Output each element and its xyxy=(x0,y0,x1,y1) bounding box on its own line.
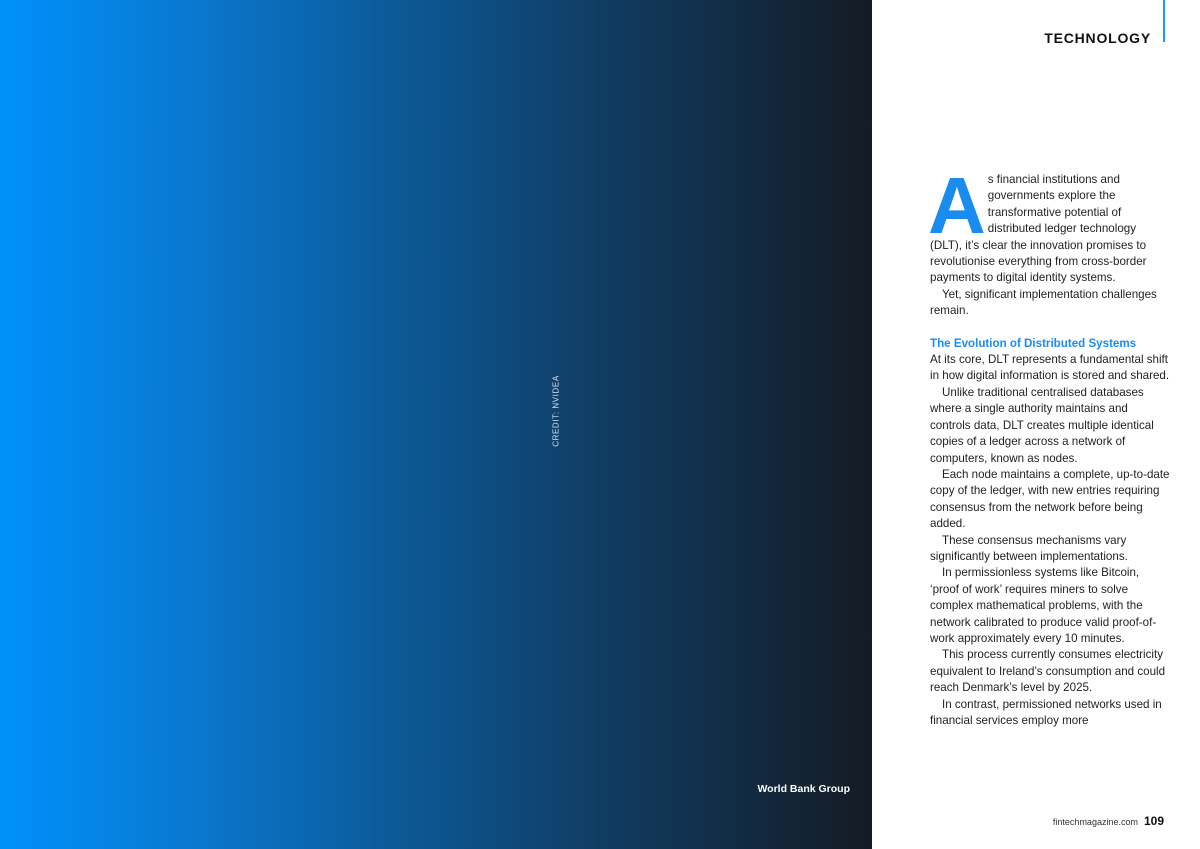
drop-cap: A xyxy=(928,161,986,250)
intro-text: s financial institutions and governments explore the transformative potential of distributed ledger technology (DLT), it’s clear the innovation promises to revolutionise everything from cross-border payments to digital identity systems. xyxy=(930,173,1147,285)
section-label: TECHNOLOGY xyxy=(1044,30,1151,46)
paragraph: In permissionless systems like Bitcoin, ‘proof of work’ requires miners to solve complex mathematical problems, with the network calibrated to produce valid proof-of-work approximately every 10 minutes. xyxy=(930,566,1157,645)
intro-paragraph xyxy=(928,161,1170,287)
paragraph: Unlike traditional centralised databases where a single authority maintains and controls data, DLT creates multiple identical copies of a ledger across a network of computers, known as nodes. xyxy=(930,385,1154,465)
paragraph: Each node maintains a complete, up-to-date copy of the ledger, with new entries requiring consensus from the network before being added. xyxy=(930,467,1170,531)
photo-credit: CREDIT: NVIDEA xyxy=(551,375,561,447)
paragraph: At its core, DLT represents a fundamental shift in how digital information is stored and shared. xyxy=(930,353,1170,383)
article-page xyxy=(872,0,1200,849)
paragraph: This process currently consumes electricity equivalent to Ireland’s consumption and could reach Denmark’s level by 2025. xyxy=(930,648,1166,695)
article-body xyxy=(928,161,1170,729)
subheading: The Evolution of Distributed Systems xyxy=(930,336,1137,350)
section-rule xyxy=(1163,0,1165,42)
paragraph: Yet, significant implementation challenges remain. xyxy=(930,287,1157,318)
paragraph: These consensus mechanisms vary significantly between implementations. xyxy=(930,533,1128,563)
footer-site: fintechmagazine.com xyxy=(1052,817,1138,827)
page-number: 109 xyxy=(1143,814,1164,828)
page-footer xyxy=(1053,814,1164,828)
image-caption: World Bank Group xyxy=(757,783,850,795)
paragraph: In contrast, permissioned networks used in financial services employ more xyxy=(930,697,1162,727)
